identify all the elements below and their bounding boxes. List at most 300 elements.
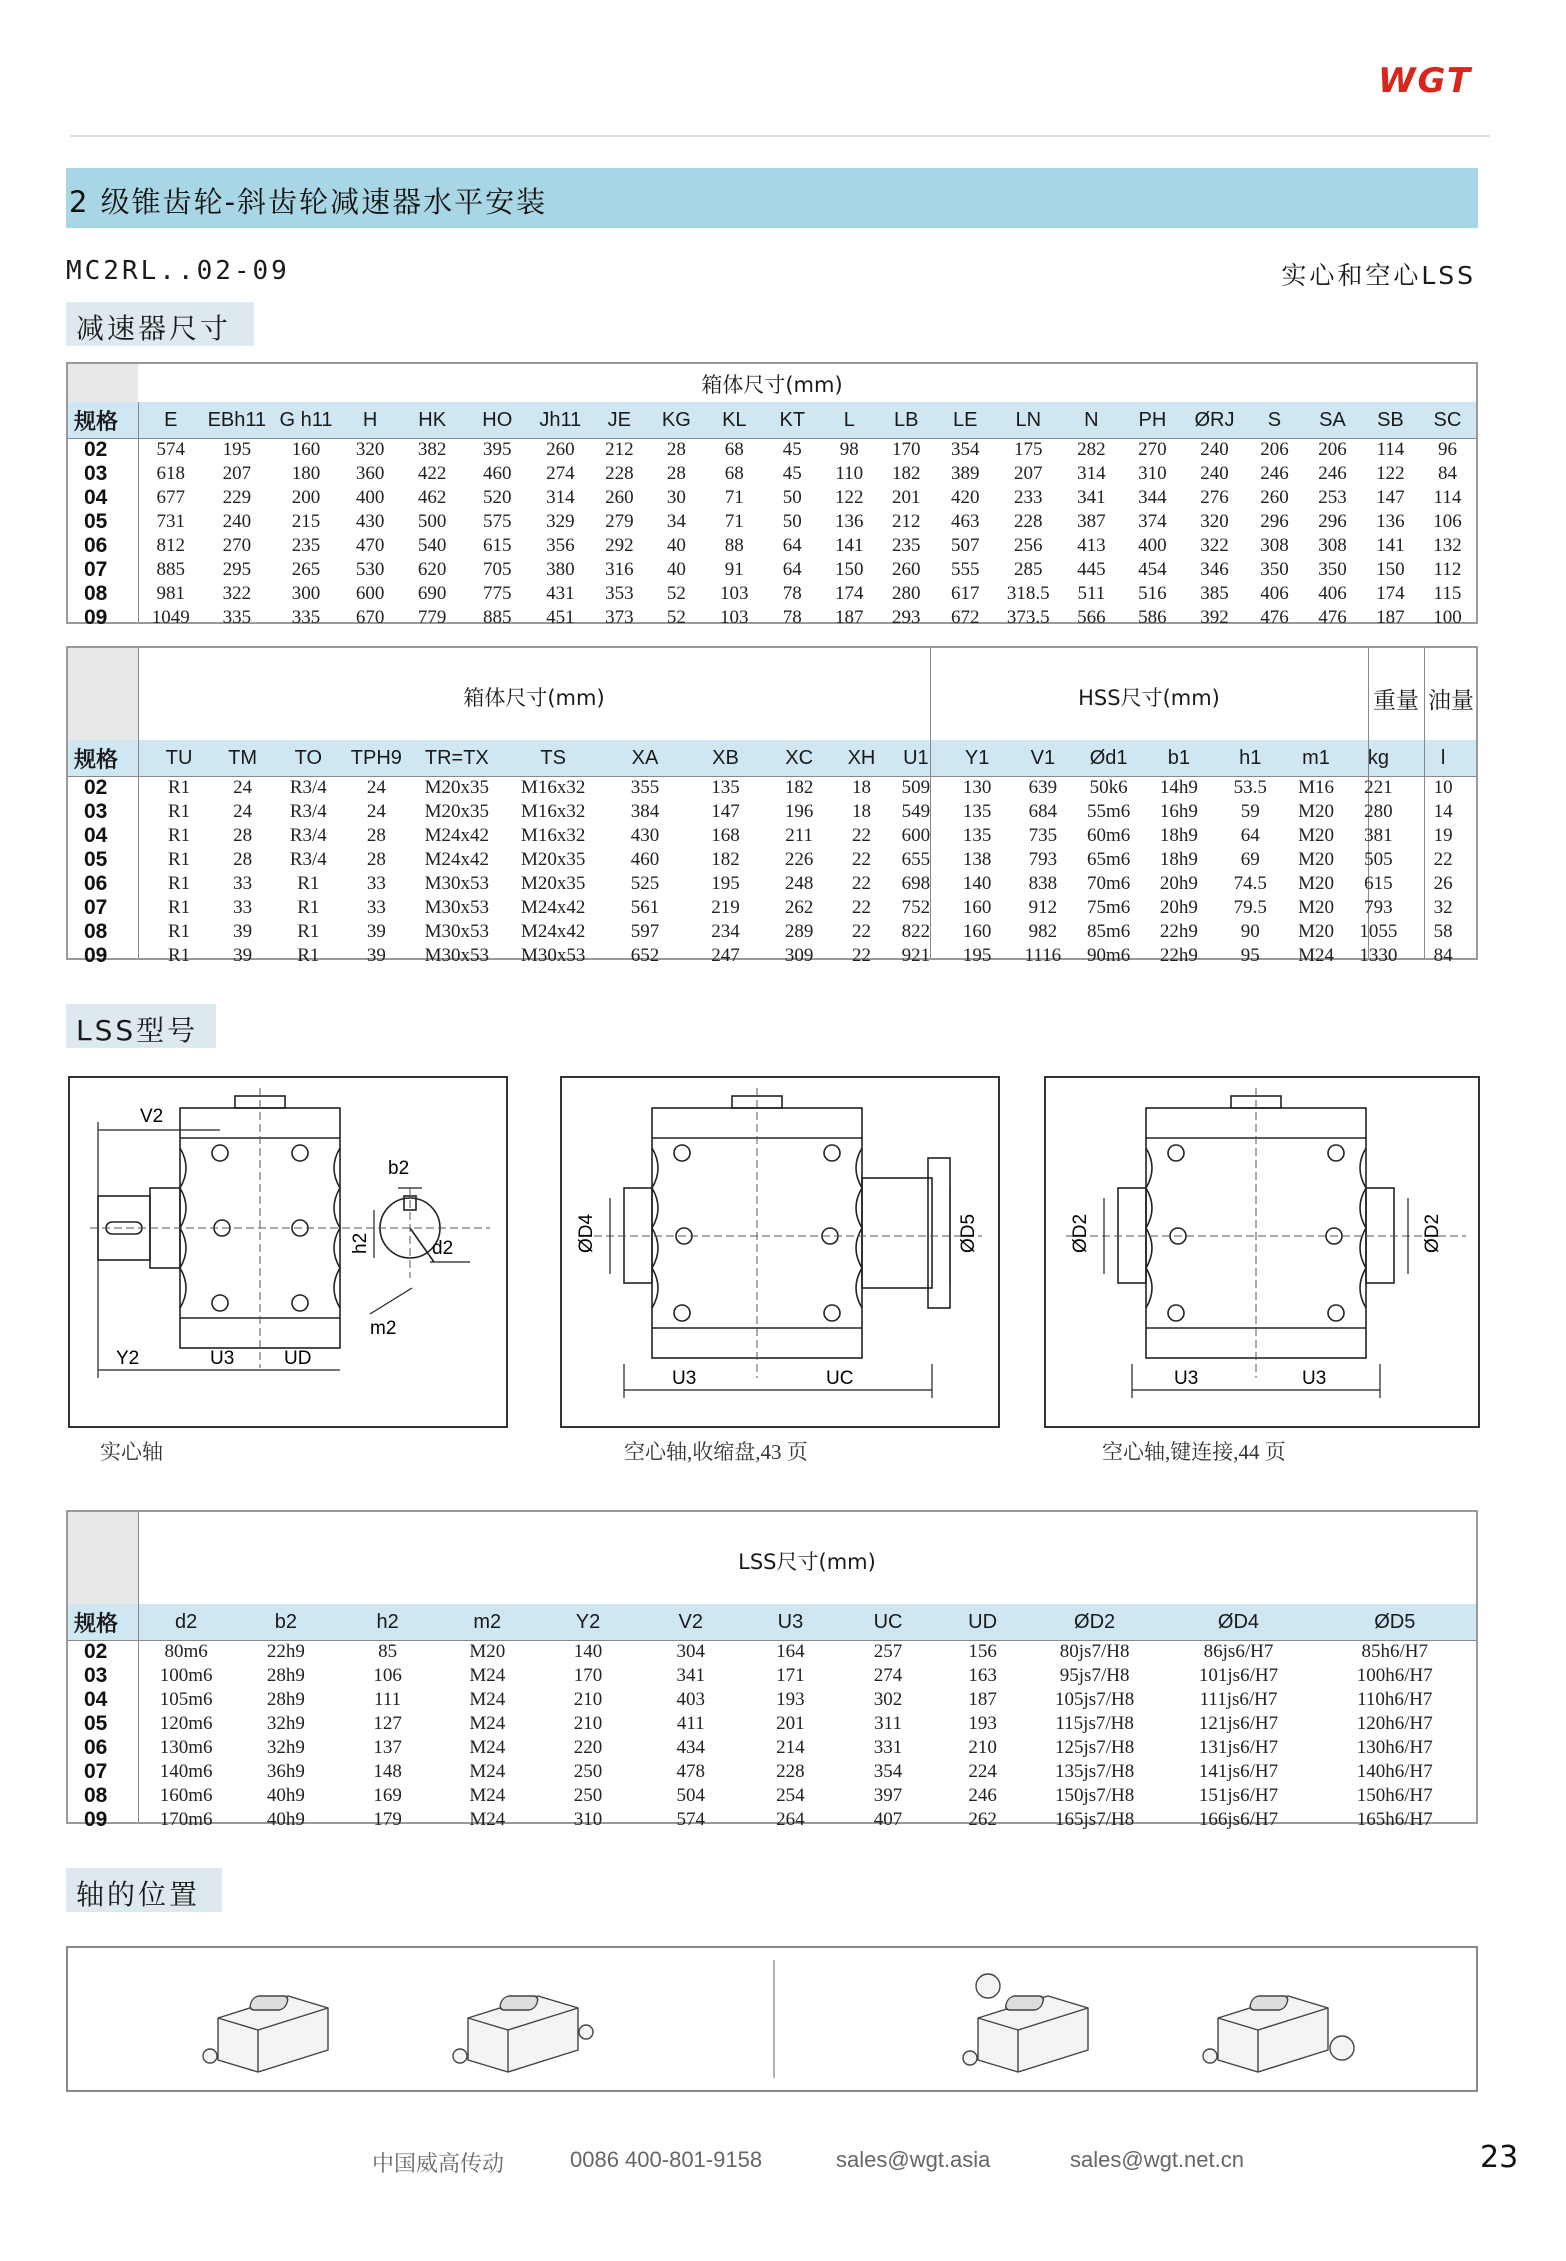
value-cell: 250 <box>573 1785 603 1806</box>
value-cell: 22 <box>851 897 871 918</box>
table3-column-header: ØD5 <box>1374 1610 1416 1633</box>
size-cell: 02 <box>84 1640 108 1663</box>
value-cell: 22 <box>851 873 871 894</box>
value-cell: 320 <box>355 439 385 460</box>
size-cell: 02 <box>84 776 108 799</box>
svg-text:WGT: WGT <box>1378 64 1473 96</box>
value-cell: 335 <box>222 607 252 628</box>
table2-column-header: XH <box>847 746 876 769</box>
value-cell: R1 <box>167 897 191 918</box>
value-cell: 112 <box>1433 559 1462 580</box>
table1-column-header: H <box>362 408 378 431</box>
value-cell: 160 <box>962 897 992 918</box>
value-cell: 187 <box>835 607 864 628</box>
value-cell: 413 <box>1077 535 1106 556</box>
value-cell: 28 <box>666 463 686 484</box>
value-cell: 463 <box>950 511 980 532</box>
value-cell: 195 <box>711 873 740 894</box>
diagram-hollow-keyed <box>1044 1076 1480 1428</box>
value-cell: 95js7/H8 <box>1059 1665 1130 1686</box>
value-cell: 96 <box>1437 439 1457 460</box>
label-u3-keyed-right: U3 <box>1302 1368 1327 1389</box>
value-cell: 50 <box>782 487 802 508</box>
value-cell: 64 <box>1240 825 1260 846</box>
value-cell: 163 <box>968 1665 997 1686</box>
value-cell: 354 <box>873 1761 903 1782</box>
value-cell: 262 <box>968 1809 997 1830</box>
table1-column-header: KL <box>722 408 747 431</box>
value-cell: 175 <box>1014 439 1043 460</box>
value-cell: 70m6 <box>1086 873 1131 894</box>
value-cell: 257 <box>873 1641 903 1662</box>
value-cell: 422 <box>417 463 447 484</box>
section-reducer-dims: 减速器尺寸 <box>66 302 254 346</box>
size-cell: 09 <box>84 606 108 629</box>
value-cell: 982 <box>1028 921 1058 942</box>
table1-column-header: LN <box>1015 408 1042 431</box>
value-cell: 18h9 <box>1159 849 1198 870</box>
value-cell: 279 <box>605 511 634 532</box>
label-d2-left: ØD2 <box>1070 1213 1091 1253</box>
value-cell: 138 <box>962 849 992 870</box>
size-cell: 08 <box>84 1784 108 1807</box>
value-cell: 18h9 <box>1159 825 1198 846</box>
value-cell: 322 <box>222 583 252 604</box>
value-cell: 174 <box>1376 583 1405 604</box>
value-cell: 247 <box>711 945 740 966</box>
table3-column-header: d2 <box>175 1610 198 1633</box>
value-cell: 300 <box>291 583 321 604</box>
table2-column-header: m1 <box>1302 746 1330 769</box>
table2-group-weight: 重量 <box>1373 688 1419 714</box>
size-cell: 04 <box>84 486 108 509</box>
size-cell: 06 <box>84 534 108 557</box>
table3-group-label: LSS尺寸(mm) <box>738 1550 876 1574</box>
value-cell: 240 <box>1200 463 1229 484</box>
value-cell: 652 <box>630 945 660 966</box>
table3-column-header: ØD2 <box>1074 1610 1116 1633</box>
value-cell: 28h9 <box>266 1689 305 1710</box>
value-cell: 164 <box>776 1641 805 1662</box>
value-cell: 100h6/H7 <box>1356 1665 1433 1686</box>
value-cell: 296 <box>1260 511 1289 532</box>
size-cell: 08 <box>84 920 108 943</box>
value-cell: 136 <box>835 511 864 532</box>
value-cell: 131js6/H7 <box>1198 1737 1279 1758</box>
value-cell: 309 <box>784 945 814 966</box>
value-cell: M16x32 <box>520 801 586 822</box>
housing-hss-table <box>66 646 1478 967</box>
value-cell: 85h6/H7 <box>1361 1641 1428 1662</box>
value-cell: 274 <box>873 1665 903 1686</box>
value-cell: 115js7/H8 <box>1055 1713 1134 1734</box>
size-cell: 06 <box>84 872 108 895</box>
value-cell: 254 <box>776 1785 805 1806</box>
table-row <box>68 1688 1476 1712</box>
value-cell: M20 <box>1298 921 1334 942</box>
value-cell: 71 <box>724 511 744 532</box>
value-cell: M24x42 <box>424 825 490 846</box>
value-cell: 206 <box>1260 439 1289 460</box>
value-cell: 248 <box>784 873 814 894</box>
value-cell: 316 <box>605 559 634 580</box>
value-cell: 885 <box>156 559 185 580</box>
value-cell: 28 <box>233 849 253 870</box>
value-cell: 170 <box>891 439 921 460</box>
value-cell: 280 <box>891 583 921 604</box>
value-cell: 219 <box>711 897 740 918</box>
value-cell: 22 <box>851 921 871 942</box>
table2-column-header: XB <box>712 746 739 769</box>
value-cell: 530 <box>355 559 385 580</box>
table2-column-header: TO <box>294 746 323 769</box>
value-cell: 79.5 <box>1233 897 1267 918</box>
value-cell: M16x32 <box>520 825 586 846</box>
value-cell: 566 <box>1077 607 1106 628</box>
table2-group-hss: HSS尺寸(mm) <box>1078 686 1220 710</box>
value-cell: 24 <box>366 801 386 822</box>
value-cell: 210 <box>573 1689 603 1710</box>
value-cell: 555 <box>950 559 980 580</box>
value-cell: 36h9 <box>266 1761 305 1782</box>
value-cell: 295 <box>222 559 252 580</box>
value-cell: 525 <box>630 873 660 894</box>
value-cell: 71 <box>724 487 744 508</box>
label-d4: ØD4 <box>576 1213 597 1253</box>
value-cell: M24 <box>469 1761 506 1782</box>
value-cell: 392 <box>1200 607 1229 628</box>
value-cell: 329 <box>546 511 575 532</box>
value-cell: 374 <box>1138 511 1167 532</box>
value-cell: 187 <box>1376 607 1405 628</box>
value-cell: 885 <box>483 607 512 628</box>
value-cell: 32h9 <box>266 1737 305 1758</box>
value-cell: 195 <box>962 945 992 966</box>
value-cell: 395 <box>483 439 512 460</box>
value-cell: 341 <box>1077 487 1106 508</box>
value-cell: 476 <box>1260 607 1289 628</box>
size-cell: 08 <box>84 582 108 605</box>
value-cell: R1 <box>167 921 191 942</box>
value-cell: 106 <box>373 1665 402 1686</box>
value-cell: 130h6/H7 <box>1356 1737 1433 1758</box>
value-cell: 80js7/H8 <box>1059 1641 1130 1662</box>
value-cell: M20x35 <box>520 849 586 870</box>
value-cell: 78 <box>782 607 802 628</box>
value-cell: 460 <box>483 463 512 484</box>
value-cell: 318.5 <box>1006 583 1050 604</box>
value-cell: 921 <box>901 945 931 966</box>
value-cell: 981 <box>156 583 185 604</box>
value-cell: 127 <box>373 1713 402 1734</box>
value-cell: 400 <box>1138 535 1167 556</box>
table-row <box>68 824 1476 848</box>
value-cell: 14 <box>1433 801 1453 822</box>
table-row <box>68 848 1476 872</box>
table2-group-housing: 箱体尺寸(mm) <box>463 686 605 710</box>
value-cell: 411 <box>676 1713 705 1734</box>
value-cell: 516 <box>1138 583 1167 604</box>
value-cell: R3/4 <box>289 825 327 846</box>
table1-column-header: HK <box>418 408 447 431</box>
table3-column-header: UD <box>968 1610 998 1633</box>
value-cell: 33 <box>233 873 253 894</box>
value-cell: 260 <box>605 487 634 508</box>
value-cell: 292 <box>605 535 634 556</box>
value-cell: 912 <box>1028 897 1058 918</box>
value-cell: 346 <box>1200 559 1229 580</box>
value-cell: 462 <box>417 487 447 508</box>
value-cell: 121js6/H7 <box>1198 1713 1279 1734</box>
table-row <box>68 1784 1476 1808</box>
value-cell: 240 <box>1200 439 1229 460</box>
value-cell: 779 <box>417 607 447 628</box>
value-cell: 360 <box>355 463 385 484</box>
value-cell: 135 <box>962 825 992 846</box>
value-cell: 22h9 <box>1159 921 1198 942</box>
value-cell: 350 <box>1260 559 1289 580</box>
housing-dims-table <box>66 362 1478 629</box>
value-cell: 150js7/H8 <box>1055 1785 1135 1806</box>
value-cell: 196 <box>784 801 814 822</box>
label-ud: UD <box>284 1348 312 1369</box>
value-cell: 105m6 <box>159 1689 213 1710</box>
value-cell: 32h9 <box>266 1713 305 1734</box>
value-cell: 246 <box>1260 463 1289 484</box>
value-cell: 22 <box>1433 849 1453 870</box>
value-cell: 207 <box>1014 463 1043 484</box>
value-cell: 100 <box>1433 607 1462 628</box>
value-cell: M30x53 <box>424 945 490 966</box>
table-row <box>68 872 1476 896</box>
value-cell: 135 <box>711 777 740 798</box>
value-cell: 132 <box>1433 535 1462 556</box>
value-cell: 752 <box>901 897 931 918</box>
header-rule <box>70 135 1490 137</box>
value-cell: 838 <box>1028 873 1058 894</box>
value-cell: R3/4 <box>289 777 327 798</box>
value-cell: 28 <box>366 825 386 846</box>
value-cell: 460 <box>630 849 660 870</box>
table1 <box>68 402 1476 630</box>
shaft-position-4 <box>1203 1996 1354 2072</box>
value-cell: 234 <box>711 921 740 942</box>
value-cell: 507 <box>950 535 980 556</box>
value-cell: 140 <box>573 1641 603 1662</box>
value-cell: R1 <box>167 873 191 894</box>
size-cell: 02 <box>84 438 108 461</box>
value-cell: 220 <box>573 1737 603 1758</box>
value-cell: 150h6/H7 <box>1356 1785 1433 1806</box>
value-cell: 620 <box>417 559 447 580</box>
value-cell: 180 <box>291 463 321 484</box>
value-cell: 282 <box>1077 439 1106 460</box>
table-row <box>68 558 1476 582</box>
size-cell: 04 <box>84 824 108 847</box>
value-cell: 160 <box>291 439 321 460</box>
value-cell: 39 <box>366 921 386 942</box>
value-cell: 141 <box>1376 535 1405 556</box>
value-cell: 14h9 <box>1159 777 1198 798</box>
value-cell: 137 <box>373 1737 402 1758</box>
value-cell: 114 <box>1433 487 1462 508</box>
value-cell: 314 <box>546 487 575 508</box>
value-cell: 78 <box>782 583 802 604</box>
value-cell: 260 <box>1260 487 1289 508</box>
value-cell: 344 <box>1138 487 1167 508</box>
value-cell: 85 <box>378 1641 398 1662</box>
table1-column-header: SB <box>1377 408 1404 431</box>
value-cell: 575 <box>483 511 512 532</box>
value-cell: 256 <box>1014 535 1043 556</box>
table-row <box>68 1808 1476 1832</box>
value-cell: 210 <box>968 1737 997 1758</box>
diagram-hollow-shrink-disk <box>560 1076 1000 1428</box>
value-cell: 24 <box>233 777 253 798</box>
value-cell: 28 <box>233 825 253 846</box>
value-cell: 52 <box>666 583 686 604</box>
value-cell: 114 <box>1376 439 1405 460</box>
table-row <box>68 438 1476 462</box>
value-cell: 228 <box>605 463 634 484</box>
label-u3-keyed-left: U3 <box>1174 1368 1199 1389</box>
value-cell: 84 <box>1437 463 1457 484</box>
table1-column-header: Jh11 <box>539 408 582 431</box>
value-cell: 174 <box>835 583 864 604</box>
value-cell: 39 <box>366 945 386 966</box>
value-cell: 103 <box>720 583 749 604</box>
shaft-position-panel <box>66 1946 1478 2092</box>
value-cell: 30 <box>666 487 686 508</box>
value-cell: 22 <box>851 825 871 846</box>
value-cell: 160m6 <box>159 1785 213 1806</box>
value-cell: 52 <box>666 607 686 628</box>
value-cell: 75m6 <box>1086 897 1131 918</box>
value-cell: 600 <box>901 825 931 846</box>
value-cell: 50 <box>782 511 802 532</box>
value-cell: 354 <box>950 439 980 460</box>
page-title: 2 级锥齿轮-斜齿轮减速器水平安装 <box>69 185 548 219</box>
size-cell: 07 <box>84 896 108 919</box>
value-cell: 406 <box>1260 583 1289 604</box>
value-cell: 670 <box>355 607 385 628</box>
table1-column-header: KG <box>661 408 691 431</box>
table-row <box>68 920 1476 944</box>
value-cell: 400 <box>355 487 385 508</box>
value-cell: 64 <box>782 559 802 580</box>
value-cell: 233 <box>1014 487 1043 508</box>
value-cell: 380 <box>546 559 575 580</box>
table1-column-header: L <box>843 408 855 431</box>
table3-column-header: b2 <box>274 1610 297 1633</box>
diagram-solid-shaft <box>68 1076 508 1428</box>
value-cell: 540 <box>417 535 447 556</box>
page-number: 23 <box>1480 2140 1519 2175</box>
value-cell: 40h9 <box>266 1785 305 1806</box>
value-cell: 500 <box>417 511 447 532</box>
value-cell: 280 <box>1364 801 1393 822</box>
value-cell: 250 <box>573 1761 603 1782</box>
value-cell: 45 <box>782 463 802 484</box>
value-cell: 110h6/H7 <box>1357 1689 1433 1710</box>
value-cell: 148 <box>373 1761 402 1782</box>
value-cell: M20 <box>1298 849 1334 870</box>
value-cell: 775 <box>483 583 512 604</box>
value-cell: 84 <box>1433 945 1453 966</box>
value-cell: 22 <box>851 849 871 870</box>
table2-column-header: l <box>1440 746 1446 769</box>
value-cell: 22h9 <box>266 1641 305 1662</box>
value-cell: 389 <box>950 463 980 484</box>
value-cell: 226 <box>784 849 814 870</box>
value-cell: R1 <box>167 777 191 798</box>
value-cell: 193 <box>968 1713 997 1734</box>
value-cell: 597 <box>630 921 660 942</box>
value-cell: 574 <box>156 439 185 460</box>
value-cell: 95 <box>1240 945 1260 966</box>
value-cell: 690 <box>417 583 447 604</box>
value-cell: 150 <box>1376 559 1405 580</box>
value-cell: 260 <box>546 439 575 460</box>
value-cell: 182 <box>784 777 814 798</box>
table1-group-label: 箱体尺寸(mm) <box>701 373 843 397</box>
label-d2: d2 <box>432 1238 454 1259</box>
value-cell: 105js7/H8 <box>1055 1689 1135 1710</box>
table1-column-header: G h11 <box>279 408 333 431</box>
value-cell: 16h9 <box>1159 801 1198 822</box>
size-cell: 09 <box>84 944 108 967</box>
value-cell: 224 <box>968 1761 997 1782</box>
value-cell: 478 <box>676 1761 705 1782</box>
footer-email-2: sales@wgt.net.cn <box>1070 2147 1244 2172</box>
table-row <box>68 1760 1476 1784</box>
table-row <box>68 776 1476 800</box>
label-uc: UC <box>826 1368 854 1389</box>
value-cell: 210 <box>573 1713 603 1734</box>
value-cell: 136 <box>1376 511 1405 532</box>
table-row <box>68 944 1476 968</box>
value-cell: M20 <box>1298 897 1334 918</box>
shaft-position-1 <box>203 1996 328 2072</box>
table1-column-header: HO <box>482 408 513 431</box>
table2-column-header: U1 <box>903 746 929 769</box>
footer-company: 中国威高传动 <box>372 2151 505 2176</box>
label-d5: ØD5 <box>958 1213 979 1253</box>
value-cell: 310 <box>573 1809 603 1830</box>
value-cell: 561 <box>630 897 660 918</box>
table3-column-header: ØD4 <box>1217 1610 1260 1633</box>
size-cell: 07 <box>84 558 108 581</box>
table-row <box>68 800 1476 824</box>
value-cell: 100m6 <box>159 1665 213 1686</box>
table1-column-header: SC <box>1433 408 1462 431</box>
value-cell: 1330 <box>1359 945 1398 966</box>
value-cell: 170m6 <box>159 1809 213 1830</box>
value-cell: 147 <box>1376 487 1405 508</box>
value-cell: 381 <box>1364 825 1393 846</box>
value-cell: 18 <box>851 777 871 798</box>
value-cell: 672 <box>950 607 980 628</box>
value-cell: 403 <box>676 1689 705 1710</box>
value-cell: R1 <box>167 849 191 870</box>
value-cell: M24 <box>469 1785 506 1806</box>
value-cell: 406 <box>1318 583 1347 604</box>
value-cell: 211 <box>785 825 814 846</box>
table2-column-header: TU <box>165 746 193 769</box>
value-cell: 33 <box>233 897 253 918</box>
value-cell: 228 <box>1014 511 1043 532</box>
value-cell: 430 <box>355 511 385 532</box>
